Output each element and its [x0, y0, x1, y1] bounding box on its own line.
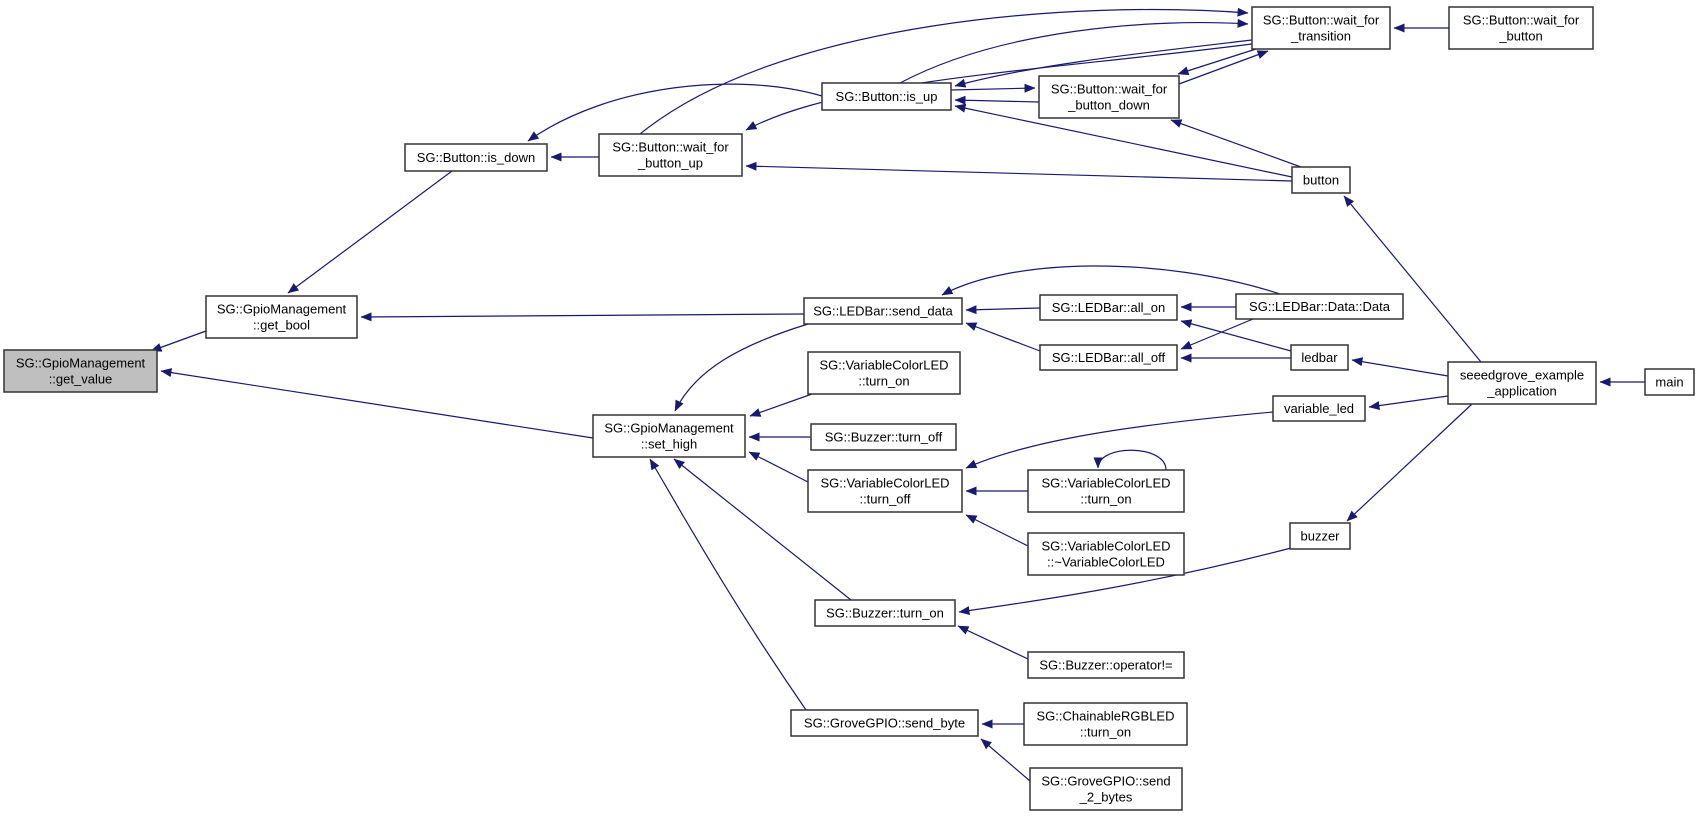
- node-label-vcl_turn_on_upper: SG::VariableColorLED ::turn_on: [819, 357, 949, 389]
- graph-node-send_2_bytes[interactable]: [1030, 768, 1182, 810]
- graph-node-is_down[interactable]: [405, 144, 547, 171]
- graph-node-wait_for_button[interactable]: [1449, 7, 1593, 49]
- node-label-send_byte: SG::GroveGPIO::send_byte: [803, 715, 966, 731]
- graph-node-is_up[interactable]: [822, 83, 951, 110]
- graph-node-variable_led[interactable]: [1273, 396, 1365, 421]
- edge-wait_for_button_down-to-is_up: [955, 100, 1039, 102]
- graph-node-main[interactable]: [1645, 369, 1694, 395]
- edge-set_high-to-get_value: [161, 371, 593, 438]
- edge-vcl_turn_on_upper-to-set_high: [750, 394, 812, 416]
- graph-node-all_on[interactable]: [1040, 295, 1177, 320]
- edge-is_down-to-get_bool: [288, 171, 452, 293]
- node-label-variable_led: variable_led: [1283, 401, 1355, 416]
- edge-all_off-to-send_data: [966, 323, 1040, 351]
- node-label-send_data: SG::LEDBar::send_data: [813, 303, 953, 319]
- graph-node-button[interactable]: [1292, 167, 1350, 193]
- edge-variable_led-to-vcl_turn_off: [966, 412, 1273, 468]
- graph-node-wait_for_button_up[interactable]: [599, 134, 742, 176]
- graph-node-set_high[interactable]: [593, 415, 745, 457]
- node-label-is_up: SG::Button::is_up: [835, 89, 938, 104]
- graph-node-buzzer[interactable]: [1290, 523, 1350, 549]
- node-label-data_data: SG::LEDBar::Data::Data: [1249, 299, 1390, 314]
- node-label-is_down: SG::Button::is_down: [416, 150, 536, 165]
- node-label-chainable_turn_on: SG::ChainableRGBLED ::turn_on: [1036, 708, 1175, 740]
- graph-node-vcl_turn_off[interactable]: [808, 470, 962, 512]
- graph-node-wait_for_transition[interactable]: [1252, 7, 1390, 49]
- node-label-all_off: SG::LEDBar::all_off: [1051, 350, 1166, 365]
- node-label-button: button: [1302, 172, 1340, 188]
- edge-send_data-to-get_bool: [361, 314, 804, 317]
- node-label-buzzer_turn_on: SG::Buzzer::turn_on: [826, 605, 944, 621]
- node-label-vcl_destructor: SG::VariableColorLED ::~VariableColorLED: [1041, 538, 1171, 570]
- graph-node-seeedgrove_example_application[interactable]: [1448, 362, 1596, 404]
- graph-node-chainable_turn_on[interactable]: [1024, 703, 1187, 745]
- edge-all_on-to-send_data: [966, 308, 1040, 310]
- edge-button-to-wait_for_button_up: [746, 166, 1292, 181]
- node-label-buzzer: buzzer: [1300, 528, 1340, 544]
- node-label-wait_for_button_up: SG::Button::wait_for _button_up: [612, 139, 729, 171]
- edge-send_data-to-set_high: [675, 324, 808, 411]
- node-label-get_value: SG::GpioManagement ::get_value: [15, 355, 146, 387]
- node-label-vcl_turn_on_lower: SG::VariableColorLED ::turn_on: [1041, 475, 1171, 507]
- graph-node-vcl_destructor[interactable]: [1028, 533, 1184, 575]
- edge-wait_for_button_down-to-wait_for_transition: [1179, 51, 1268, 84]
- graph-node-buzzer_operator_ne[interactable]: [1028, 652, 1184, 678]
- node-label-main: main: [1655, 374, 1684, 390]
- node-label-send_2_bytes: SG::GroveGPIO::send _2_bytes: [1041, 773, 1171, 805]
- edge-get_bool-to-get_value: [151, 331, 206, 351]
- node-label-get_bool: SG::GpioManagement ::get_bool: [216, 301, 347, 333]
- edge-vcl_turn_off-to-set_high: [749, 452, 808, 482]
- edge-is_up-to-is_down: [528, 84, 822, 141]
- node-label-all_on: SG::LEDBar::all_on: [1051, 300, 1166, 315]
- graph-node-data_data[interactable]: [1236, 294, 1403, 319]
- edge-vcl_destructor-to-vcl_turn_off: [966, 515, 1028, 546]
- edge-vcl_turn_on_lower-to-vcl_turn_on_lower: [1098, 450, 1166, 470]
- graph-node-buzzer_turn_off[interactable]: [811, 424, 956, 450]
- edge-send_2_bytes-to-send_byte: [981, 739, 1030, 781]
- edge-is_up-to-wait_for_button_down: [951, 88, 1035, 90]
- graph-node-vcl_turn_on_upper[interactable]: [808, 352, 960, 394]
- edge-data_data-to-send_data: [942, 266, 1280, 295]
- edge-button-to-wait_for_button_down: [1171, 120, 1301, 167]
- edge-seeedgrove_example_application-to-variable_led: [1369, 396, 1448, 407]
- node-label-seeedgrove_example_application: seeedgrove_example _application: [1459, 367, 1585, 399]
- graph-node-all_off[interactable]: [1040, 345, 1177, 370]
- nodes-layer: [4, 7, 1694, 810]
- edge-seeedgrove_example_application-to-ledbar: [1352, 360, 1448, 376]
- node-label-vcl_turn_off: SG::VariableColorLED ::turn_off: [820, 475, 950, 507]
- edge-buzzer_operator_ne-to-buzzer_turn_on: [958, 626, 1028, 659]
- node-label-set_high: SG::GpioManagement ::set_high: [604, 420, 734, 452]
- edge-seeedgrove_example_application-to-button: [1344, 196, 1481, 362]
- graph-node-buzzer_turn_on[interactable]: [815, 600, 955, 626]
- graph-node-ledbar[interactable]: [1291, 345, 1348, 370]
- node-label-ledbar: ledbar: [1301, 350, 1338, 365]
- graph-node-get_bool[interactable]: [206, 296, 357, 338]
- graph-node-vcl_turn_on_lower[interactable]: [1028, 470, 1184, 512]
- edge-send_byte-to-set_high: [650, 459, 806, 710]
- edges-layer: [151, 10, 1645, 781]
- node-label-wait_for_button_down: SG::Button::wait_for _button_down: [1050, 81, 1168, 113]
- node-label-buzzer_turn_off: SG::Buzzer::turn_off: [824, 429, 943, 445]
- node-label-wait_for_transition: SG::Button::wait_for _transition: [1262, 12, 1380, 44]
- graph-node-send_data[interactable]: [804, 298, 962, 324]
- node-label-wait_for_button: SG::Button::wait_for _button: [1462, 12, 1580, 44]
- edge-is_up-to-wait_for_transition: [900, 23, 1248, 83]
- node-label-buzzer_operator_ne: SG::Buzzer::operator!=: [1039, 657, 1173, 673]
- graph-node-get_value[interactable]: [4, 350, 157, 392]
- graph-node-send_byte[interactable]: [791, 710, 978, 736]
- graph-node-wait_for_button_down[interactable]: [1039, 76, 1179, 118]
